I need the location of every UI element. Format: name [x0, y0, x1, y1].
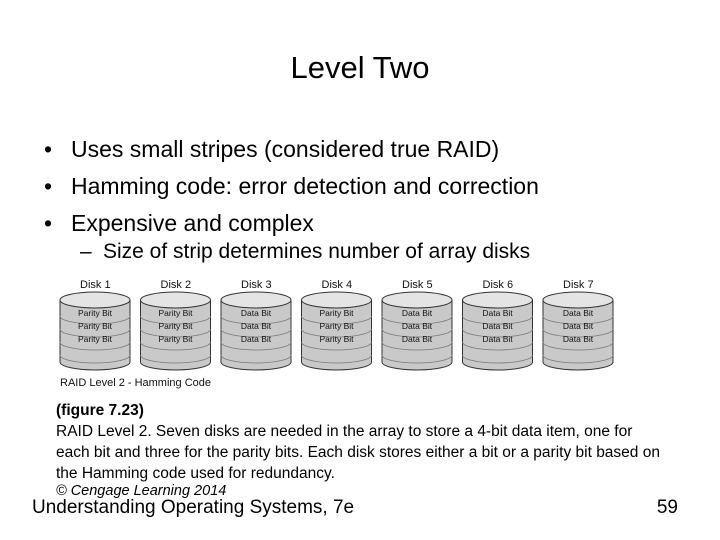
figure-caption [56, 400, 666, 498]
disk-row-label: Data Bit [562, 334, 594, 344]
disk-row-label: Parity Bit [319, 321, 354, 331]
disk-label: Disk 3 [241, 279, 272, 291]
raid-figure [58, 272, 658, 392]
disk-row-label: Parity Bit [319, 334, 354, 344]
disk-row-label: Data Bit [240, 321, 272, 331]
disk-top [221, 292, 291, 308]
sub-bullet-dash: – [80, 240, 92, 263]
disk-top [302, 292, 372, 308]
bullet-item [44, 131, 539, 168]
caption-text: RAID Level 2. Seven disks are needed in the array to store a 4-bit data item, one for each bit and three for the parity bits. Each disk stores either a bit or a parity bit based on the Hamming code used for redundancy. [56, 423, 660, 482]
bullet-item [44, 205, 539, 242]
disk-label: Disk 2 [160, 279, 192, 291]
disk-label: Disk 6 [482, 279, 514, 291]
disk-row-label: Data Bit [240, 334, 272, 344]
figure-inner-caption: RAID Level 2 - Hamming Code [60, 377, 212, 389]
raid-diagram [58, 272, 658, 392]
disk-row-label: Data Bit [240, 308, 272, 318]
disk-label: Disk 4 [321, 279, 353, 291]
figure-reference: (figure 7.23) [56, 402, 144, 419]
disk-row-label: Data Bit [562, 308, 594, 318]
sub-bullet [80, 240, 530, 264]
bullet-marker: • [44, 210, 53, 236]
disk-top [463, 292, 533, 308]
page-number: 59 [656, 497, 678, 518]
disk-label: Disk 5 [402, 279, 433, 291]
disk-top [382, 292, 452, 308]
disk-row-label: Data Bit [401, 308, 433, 318]
bullet-list [44, 131, 539, 242]
bullet-marker: • [44, 136, 53, 162]
disk-row-label: Data Bit [401, 334, 433, 344]
slide-title: Level Two [290, 50, 430, 85]
copyright-notice: © Cengage Learning 2014 [56, 483, 227, 499]
disk-label: Disk 7 [563, 279, 594, 291]
disk-row-label: Parity Bit [319, 308, 354, 318]
disk-row-label: Parity Bit [77, 321, 113, 331]
disk-row-label: Data Bit [482, 308, 513, 318]
disk-row-label: Parity Bit [158, 321, 193, 331]
disk-row-label: Data Bit [482, 321, 513, 331]
sub-bullet-text: Size of strip determines number of array disks [103, 240, 531, 263]
disk-row-label: Parity Bit [77, 334, 113, 344]
disk-row-label: Parity Bit [158, 308, 193, 318]
bullet-text: Expensive and complex [71, 210, 314, 236]
disk-row-label: Parity Bit [158, 334, 193, 344]
bullet-text: Hamming code: error detection and correction [71, 173, 539, 199]
disk-top [60, 292, 130, 308]
disk-row-label: Data Bit [401, 321, 433, 331]
disk-top [543, 292, 613, 308]
bullet-text: Uses small stripes (considered true RAID) [71, 136, 500, 162]
bullet-item [44, 168, 539, 205]
disk-row-label: Data Bit [482, 334, 513, 344]
bullet-marker: • [44, 173, 53, 199]
footer-book-title: Understanding Operating Systems, 7e [32, 497, 355, 518]
disk-row-label: Data Bit [562, 321, 594, 331]
disk-label: Disk 1 [80, 279, 111, 291]
disk-top [141, 292, 211, 308]
disk-row-label: Parity Bit [77, 308, 113, 318]
